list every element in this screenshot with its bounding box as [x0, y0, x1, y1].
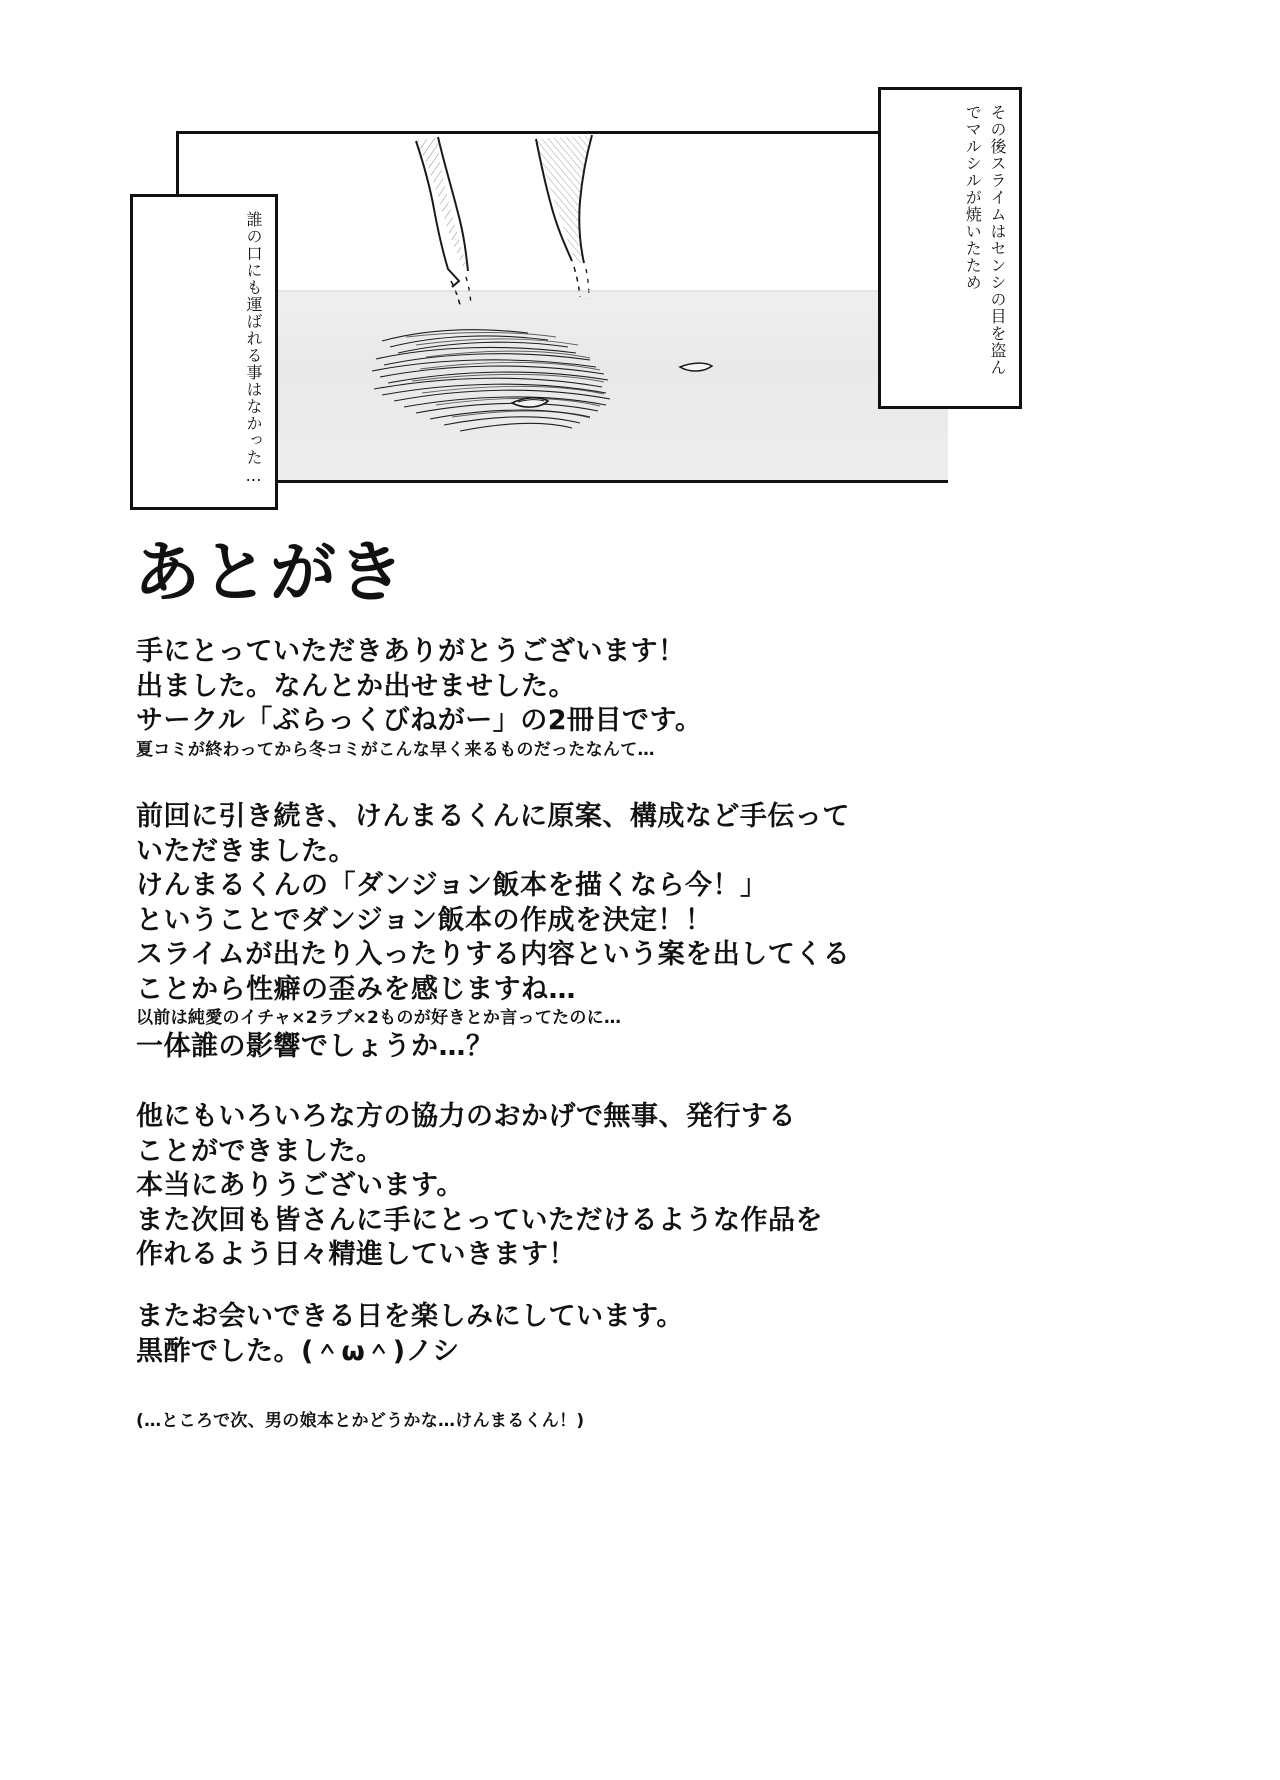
afterword-line: 手にとっていただきありがとうございます！: [136, 636, 686, 667]
caption-left-text: 誰の口にも運ばれる事はなかった…: [244, 211, 263, 486]
caption-box-right: [878, 87, 1022, 409]
afterword-line: スライムが出たり入ったりする内容という案を出してくる: [136, 939, 851, 971]
afterword-title: あとがき: [134, 534, 406, 611]
afterword-line: いただきました。: [136, 835, 356, 867]
afterword-paragraph-3: [136, 1100, 1136, 1273]
afterword-paragraph-4: [136, 1300, 1136, 1369]
caption-box-left: [130, 194, 278, 510]
afterword-line: 出ました。なんとか出せませした。: [136, 670, 576, 702]
afterword-line: またお会いできる日を楽しみにしています。: [136, 1301, 684, 1332]
caption-right-text: その後スライムはセンシの目を盗んでマルシルが焼いたため: [963, 104, 1007, 376]
afterword-line: また次回も皆さんに手にとっていただけるような作品を: [136, 1204, 823, 1236]
afterword-line: 本当にありうございます。: [136, 1170, 464, 1202]
afterword-line-small: (…ところで次、男の娘本とかどうかな…けんまるくん！): [136, 1411, 585, 1431]
afterword-line: 一体誰の影響でしょうか…？: [136, 1031, 494, 1063]
afterword-paragraph-2: [136, 800, 1136, 1065]
afterword-paragraph-1: [136, 635, 1136, 762]
afterword-line: 作れるよう日々精進していきます！: [136, 1239, 576, 1271]
afterword-line: ということでダンジョン飯本の作成を決定！！: [136, 904, 713, 936]
manga-panel: [176, 131, 948, 483]
afterword-line-small: 以前は純愛のイチャ×2ラブ×2ものが好きとか言ってたのに…: [136, 1008, 622, 1029]
afterword-postscript: [136, 1410, 1136, 1433]
afterword-line: 前回に引き続き、けんまるくんに原案、構成など手伝って: [136, 801, 850, 832]
afterword-line-small: 夏コミが終わってから冬コミがこんな早く来るものだったなんて…: [136, 739, 655, 760]
afterword-line: ことができました。: [136, 1135, 384, 1167]
afterword-signature: 黒酢でした。(＾ω＾)ノシ: [136, 1335, 460, 1367]
afterword-line: サークル「ぶらっくびねがー」の2冊目です。: [136, 705, 703, 737]
panel-artwork: [176, 131, 948, 483]
afterword-line: ことから性癖の歪みを感じますね…: [136, 973, 576, 1005]
afterword-line: 他にもいろいろな方の協力のおかげで無事、発行する: [136, 1101, 796, 1132]
afterword-line: けんまるくんの「ダンジョン飯本を描くなら今！」: [136, 870, 768, 902]
